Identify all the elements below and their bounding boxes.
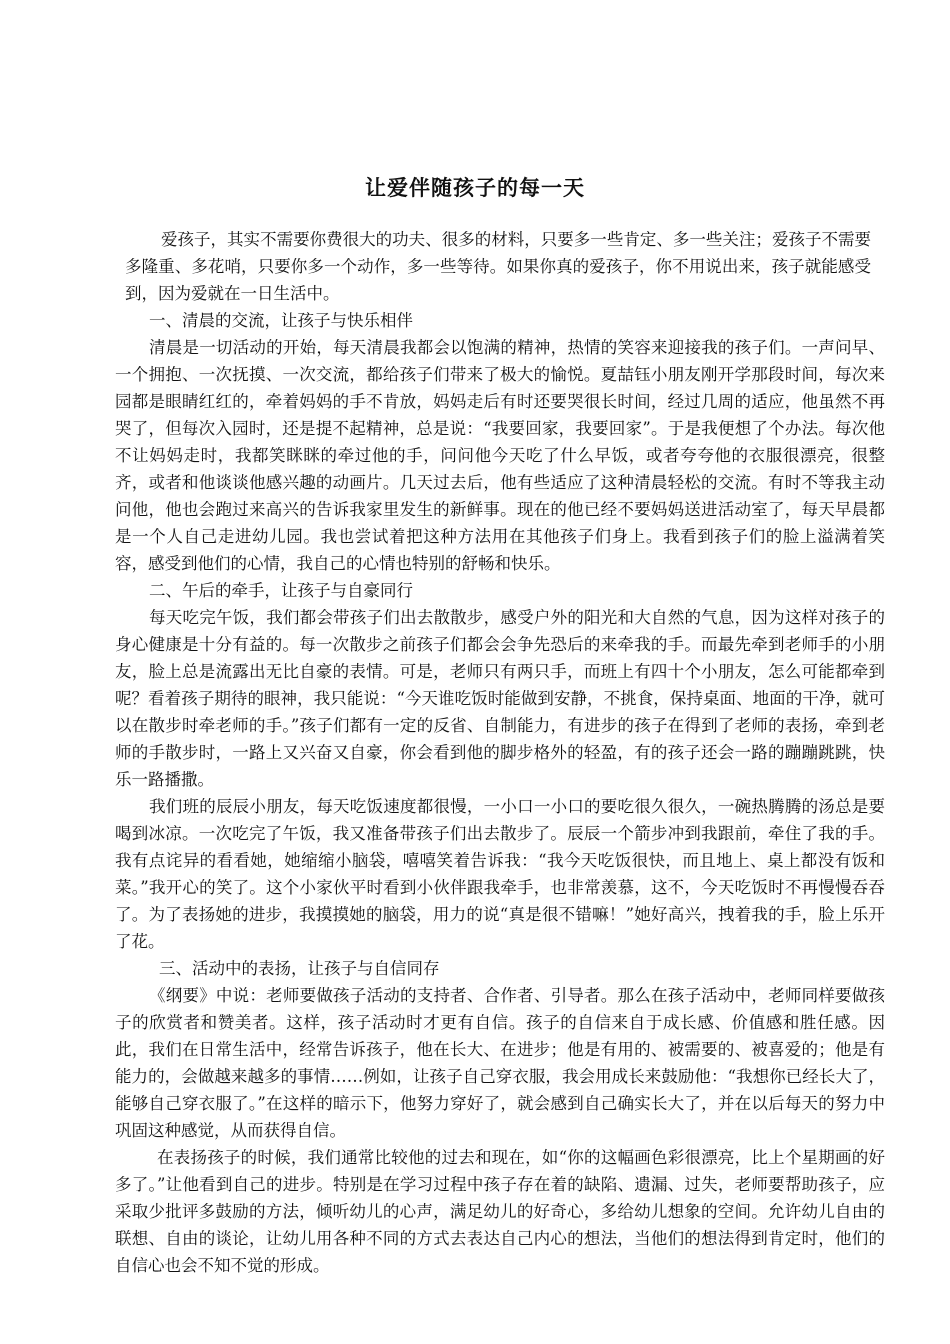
document-title: 让爱伴随孩子的每一天 [365, 176, 585, 200]
section-1-paragraph-1: 清晨是一切活动的开始，每天清晨我都会以饱满的精神，热情的笑容来迎接我的孩子们。一声问早、一个拥抱、一次抚摸、一次交流，都给孩子们带来了极大的愉悦。夏喆钰小朋友刚开学那段时间，每次来园都是眼睛红红的，牵着妈妈的手不肯放，妈妈走后有时还要哭很长时间，经过几周的适应，他虽然不再哭了，但每次入园时，还是提不起精神，总是说：“我要回家，我要回家”。于是我便想了个办法。每次他不让妈妈走时，我都笑眯眯的牵过他的手，问问他今天吃了什么早饭，或者夸夸他的衣服很漂亮，很整齐，或者和他谈谈他感兴趣的动画片。几天过去后，他有些适应了这种清晨轻松的交流。有时不等我主动问他，他也会跑过来高兴的告诉我家里发生的新鲜事。现在的他已经不要妈妈送进活动室了，每天早晨都是一个人自己走进幼儿园。我也尝试着把这种方法用在其他孩子们身上。我看到孩子们的脸上溢满着笑容，感受到他们的心情，我自己的心情也特别的舒畅和快乐。 [115, 338, 885, 573]
section-2-paragraph-2: 我们班的辰辰小朋友，每天吃饭速度都很慢，一小口一小口的要吃很久很久，一碗热腾腾的汤总是要喝到冰凉。一次吃完了午饭，我又准备带孩子们出去散步了。辰辰一个箭步冲到我跟前，牵住了我的手。我有点诧异的看看她，她缩缩小脑袋，嘻嘻笑着告诉我：“我今天吃饭很快，而且地上、桌上都没有饭和菜。”我开心的笑了。这个小家伙平时看到小伙伴跟我牵手，也非常羡慕，这不，今天吃饭时不再慢慢吞吞了。为了表扬她的进步，我摸摸她的脑袋，用力的说“真是很不错嘛！”她好高兴，拽着我的手，脸上乐开了花。 [115, 797, 885, 951]
intro-paragraph: 爱孩子，其实不需要你费很大的功夫、很多的材料，只要多一些肯定、多一些关注；爱孩子不需要多隆重、多花哨，只要你多一个动作，多一些等待。如果你真的爱孩子，你不用说出来，孩子就能感受到，因为爱就在一日生活中。 [125, 230, 871, 303]
section-heading-3: 三、活动中的表扬，让孩子与自信同存 [159, 959, 440, 978]
section-2-paragraph-1: 每天吃完午饭，我们都会带孩子们出去散散步，感受户外的阳光和大自然的气息，因为这样对孩子的身心健康是十分有益的。每一次散步之前孩子们都会会争先恐后的来牵我的手。而最先牵到老师手的小朋友，脸上总是流露出无比自豪的表情。可是，老师只有两只手，而班上有四十个小朋友，怎么可能都牵到呢？看着孩子期待的眼神，我只能说：“今天谁吃饭时能做到安静，不挑食，保持桌面、地面的干净，就可以在散步时牵老师的手。”孩子们都有一定的反省、自制能力，有进步的孩子在得到了老师的表扬，牵到老师的手散步时，一路上又兴奋又自豪，你会看到他的脚步格外的轻盈，有的孩子还会一路的蹦蹦跳跳，快乐一路播撒。 [115, 608, 885, 789]
section-3-paragraph-1: 《纲要》中说：老师要做孩子活动的支持者、合作者、引导者。那么在孩子活动中，老师同样要做孩子的欣赏者和赞美者。这样，孩子活动时才更有自信。孩子的自信来自于成长感、价值感和胜任感。因此，我们在日常生活中，经常告诉孩子，他在长大、在进步；他是有用的、被需要的、被喜爱的；他是有能力的，会做越来越多的事情……例如，让孩子自己穿衣服，我会用成长来鼓励他：“我想你已经长大了，能够自己穿衣服了。”在这样的暗示下，他努力穿好了，就会感到自己确实长大了，并在以后每天的努力中巩固这种感觉，从而获得自信。 [115, 986, 885, 1140]
document-body [115, 226, 885, 1279]
section-heading-1: 一、清晨的交流，让孩子与快乐相伴 [149, 311, 413, 330]
section-3-paragraph-2: 在表扬孩子的时候，我们通常比较他的过去和现在，如“你的这幅画色彩很漂亮，比上个星期画的好多了。”让他看到自己的进步。特别是在学习过程中孩子存在着的缺陷、遗漏、过失，老师要帮助孩子，应采取少批评多鼓励的方法，倾听幼儿的心声，满足幼儿的好奇心，多给幼儿想象的空间。允许幼儿自由的联想、自由的谈论，让幼儿用各种不同的方式去表达自己内心的想法，当他们的想法得到肯定时，他们的自信心也会不知不觉的形成。 [115, 1148, 885, 1275]
section-heading-2: 二、午后的牵手，让孩子与自豪同行 [149, 581, 413, 600]
